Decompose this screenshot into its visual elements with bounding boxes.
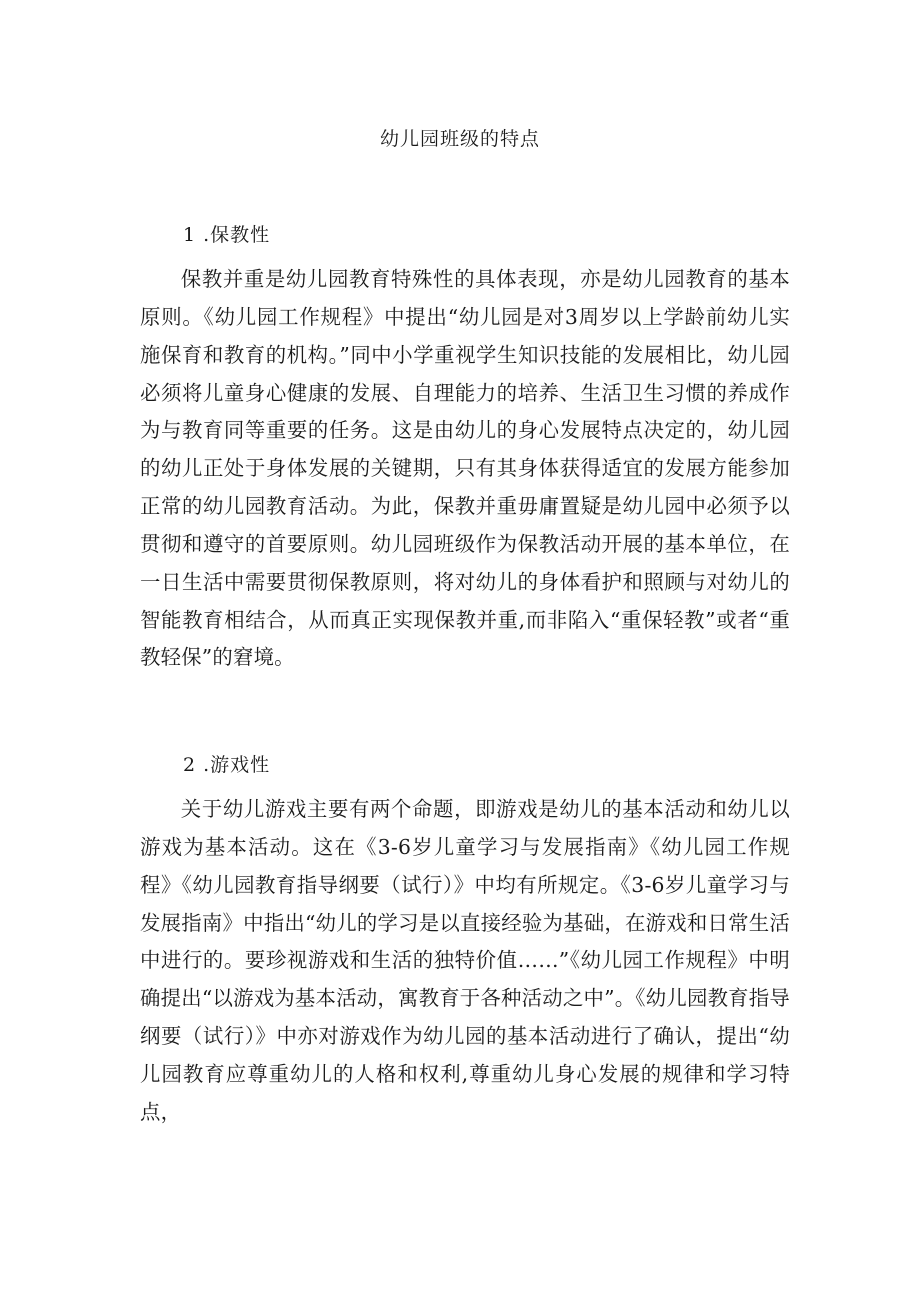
section-paragraph-1: 保教并重是幼儿园教育特殊性的具体表现，亦是幼儿园教育的基本原则。《幼儿园工作规程》中提出“幼儿园是对3周岁以上学龄前幼儿实施保育和教育的机构。”同中小学重视学生知识技能的发展相比，幼儿园必须将儿童身心健康的发展、自理能力的培养、生活卫生习惯的养成作为与教育同等重要的任务。这是由幼儿的身心发展特点决定的，幼儿园的幼儿正处于身体发展的关键期，只有其身体获得适宜的发展方能参加正常的幼儿园教育活动。为此，保教并重毋庸置疑是幼儿园中必须予以贯彻和遵守的首要原则。幼儿园班级作为保教活动开展的基本单位，在一日生活中需要贯彻保教原则，将对幼儿的身体看护和照顾与对幼儿的智能教育相结合，从而真正实现保教并重,而非陷入“重保轻教”或者“重教轻保”的窘境。 [140,267,790,670]
document-title: 幼儿园班级的特点 [379,128,540,150]
section-paragraph-2: 关于幼儿游戏主要有两个命题，即游戏是幼儿的基本活动和幼儿以游戏为基本活动。这在《3-6岁儿童学习与发展指南》《幼儿园工作规程》《幼儿园教育指导纲要（试行）》中均有所规定。《3-6岁儿童学习与发展指南》中指出“幼儿的学习是以直接经验为基础，在游戏和日常生活中进行的。要珍视游戏和生活的独特价值……”《幼儿园工作规程》中明确提出“以游戏为基本活动，寓教育于各种活动之中”。《幼儿园教育指导纲要（试行）》中亦对游戏作为幼儿园的基本活动进行了确认，提出“幼儿园教育应尊重幼儿的人格和权利,尊重幼儿身心发展的规律和学习特点， [140,797,790,1124]
section-heading-2: 2 .游戏性 [183,754,271,776]
section-heading-1: 1 .保教性 [183,224,271,246]
